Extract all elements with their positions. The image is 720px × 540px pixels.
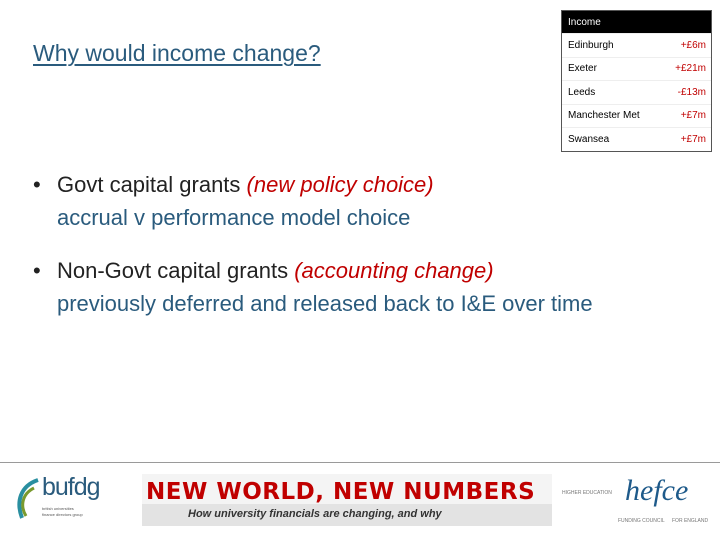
income-change-value: +£7m xyxy=(680,110,706,122)
bullet-content xyxy=(57,168,653,234)
income-change-value: +£21m xyxy=(675,63,706,75)
bullet-subtext: accrual v performance model choice xyxy=(57,205,411,230)
income-change-value: -£13m xyxy=(677,86,706,98)
table-row xyxy=(562,57,711,81)
bullet-lead: Govt capital grants xyxy=(57,172,247,197)
bufdg-swoosh-icon xyxy=(12,470,42,526)
income-table xyxy=(561,10,712,152)
institution-name: Manchester Met xyxy=(568,110,640,122)
bullet-icon: • xyxy=(33,258,41,283)
institution-name: Leeds xyxy=(568,86,596,98)
slide-title: Why would income change? xyxy=(33,40,321,66)
table-row xyxy=(562,127,711,151)
income-change-value: +£7m xyxy=(680,133,706,145)
bullet-content xyxy=(57,254,653,320)
hefce-wordmark: hefce xyxy=(625,474,689,507)
bufdg-logo xyxy=(12,470,122,528)
bufdg-wordmark: bufdg xyxy=(42,473,100,501)
income-table-header: Income xyxy=(562,11,711,33)
institution-name: Swansea xyxy=(568,133,610,145)
new-world-banner xyxy=(142,474,552,526)
institution-name: Edinburgh xyxy=(568,39,614,51)
bullet-heading xyxy=(57,254,653,287)
list-item xyxy=(33,168,653,234)
bullet-lead: Non-Govt capital grants xyxy=(57,258,295,283)
hefce-line-2: FUNDING COUNCIL xyxy=(618,518,665,524)
banner-subtitle: How university financials are changing, and why xyxy=(188,508,442,520)
table-row xyxy=(562,104,711,128)
table-row xyxy=(562,80,711,104)
bullet-subtext: previously deferred and released back to I&E over time xyxy=(57,291,593,316)
hefce-logo xyxy=(560,470,710,530)
hefce-line-3: FOR ENGLAND xyxy=(672,518,709,524)
list-item xyxy=(33,254,653,320)
bullet-list xyxy=(33,168,653,340)
banner-title: NEW WORLD, NEW NUMBERS xyxy=(146,479,536,505)
bullet-accent: (new policy choice) xyxy=(246,172,434,197)
bullet-accent: (accounting change) xyxy=(294,258,494,283)
bufdg-tagline-1: british universities xyxy=(42,506,74,511)
bufdg-tagline-2: finance directors group xyxy=(42,512,83,517)
table-row xyxy=(562,33,711,57)
bullet-heading xyxy=(57,168,653,201)
bullet-icon: • xyxy=(33,172,41,197)
institution-name: Exeter xyxy=(568,63,597,75)
income-change-value: +£6m xyxy=(680,39,706,51)
hefce-line-1: HIGHER EDUCATION xyxy=(562,490,612,496)
footer-divider xyxy=(0,462,720,463)
